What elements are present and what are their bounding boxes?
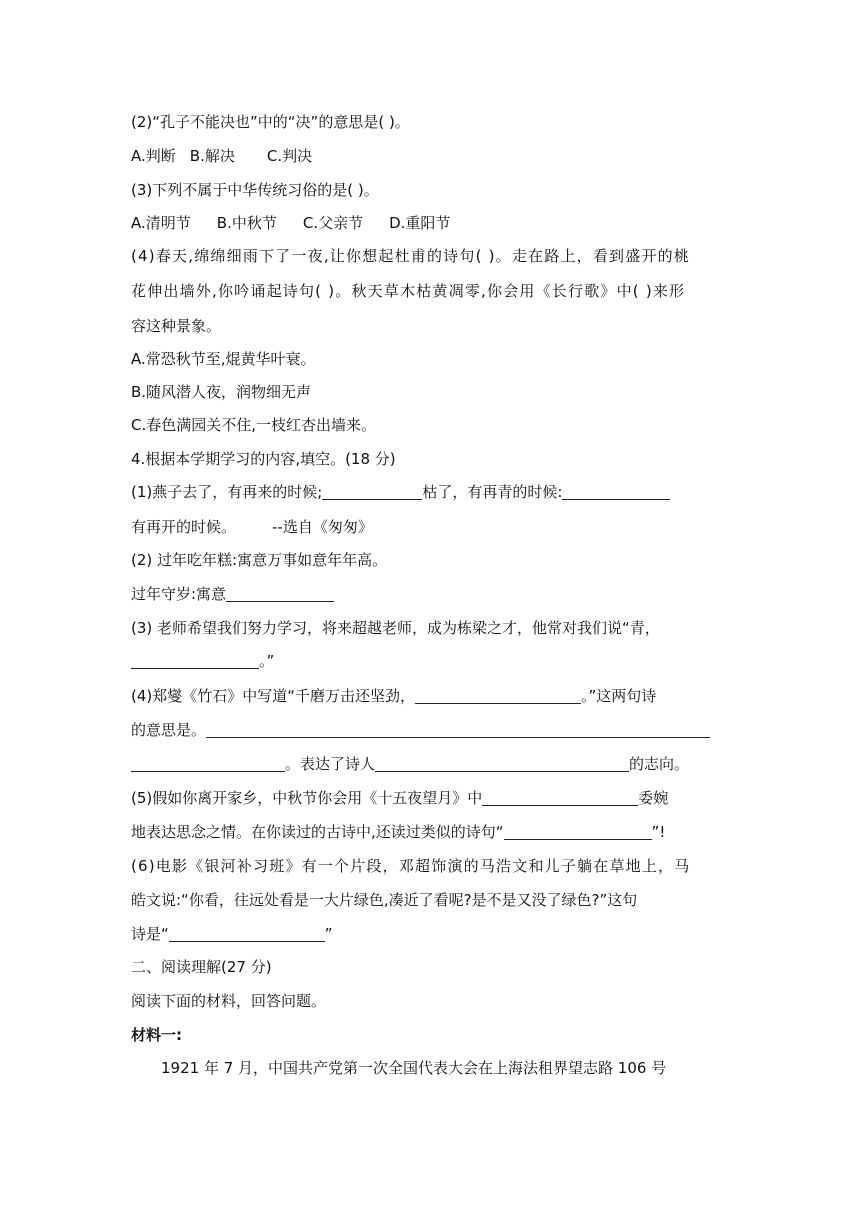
q4-option-b: B.随风潜人夜，润物细无声 xyxy=(131,383,312,401)
fill-4-line-1 xyxy=(131,686,656,706)
fill-1-source: --选自《匆匆》 xyxy=(272,518,373,536)
fill-2-blank[interactable] xyxy=(226,585,334,602)
fill-6-text-a: 诗是“ xyxy=(131,925,169,943)
q4-option-a: A.常恐秋节至,焜黄华叶衰。 xyxy=(131,350,316,368)
fill-4-blank-d[interactable] xyxy=(375,755,629,772)
fill-4-line-2 xyxy=(131,720,710,740)
fill-3-line-1: (3) 老师希望我们努力学习，将来超越老师，成为栋梁之才，他常对我们说“青， xyxy=(131,619,660,637)
fill-4-text-b: 。”这两句诗 xyxy=(581,687,657,705)
fill-1-blank-b[interactable] xyxy=(562,483,670,500)
q3-option-d: D.重阳节 xyxy=(389,214,451,232)
material-line-1: 1921 年 7 月，中国共产党第一次全国代表大会在上海法租界望志路 106 号 xyxy=(161,1059,667,1077)
fill-1-line-1 xyxy=(131,482,670,502)
q2-option-b: B.解决 xyxy=(189,147,235,165)
fill-4-blank-b[interactable] xyxy=(206,721,710,738)
q3-stem: (3)下列不属于中华传统习俗的是( )。 xyxy=(131,181,379,199)
fill-6-line-1: (6)电影《银河补习班》有一个片段，邓超饰演的马浩文和儿子躺在草地上，马 xyxy=(131,857,691,875)
q3-options xyxy=(131,213,450,233)
reading-heading: 二、阅读理解(27 分) xyxy=(131,958,272,976)
fill-4-text-d: 。表达了诗人 xyxy=(285,755,376,773)
fill-5-blank-a[interactable] xyxy=(482,789,638,806)
q3-option-c: C.父亲节 xyxy=(302,214,364,232)
q4-line-3: 容这种景象。 xyxy=(131,317,222,335)
section4-heading: 4.根据本学期学习的内容,填空。(18 分) xyxy=(131,450,396,468)
fill-6-line-2: 皓文说:“你看，往远处看是一大片绿色,凑近了看呢?是不是又没了绿色?”这句 xyxy=(131,891,638,909)
fill-3-blank[interactable] xyxy=(131,652,259,669)
fill-4-blank-a[interactable] xyxy=(415,687,581,704)
fill-6-line-3 xyxy=(131,924,333,944)
q4-line-2: 花伸出墙外,你吟诵起诗句( )。秋天草木枯黄凋零,你会用《长行歌》中( )来形 xyxy=(131,282,686,300)
q4-line-1: (4)春天,绵绵细雨下了一夜,让你想起杜甫的诗句( )。走在路上，看到盛开的桃 xyxy=(131,247,691,265)
fill-5-text-d: ”! xyxy=(651,823,666,841)
fill-2-text: 过年守岁:寓意 xyxy=(131,585,227,603)
fill-5-line-1 xyxy=(131,788,668,808)
q4-option-c: C.春色满园关不住,一枝红杏出墙来。 xyxy=(131,416,377,434)
fill-2-line-2 xyxy=(131,584,334,604)
fill-4-text-e: 的志向。 xyxy=(629,755,690,773)
fill-2-line-1: (2) 过年吃年糕:寓意万事如意年年高。 xyxy=(131,551,388,569)
fill-5-text-a: (5)假如你离开家乡，中秋节你会用《十五夜望月》中 xyxy=(131,789,483,807)
reading-instruction: 阅读下面的材料，回答问题。 xyxy=(131,992,327,1010)
fill-3-line-2 xyxy=(131,651,274,671)
fill-1-text-b: 枯了，有再青的时候: xyxy=(422,483,563,501)
q2-stem: (2)“孔子不能决也”中的“决”的意思是( )。 xyxy=(131,113,410,131)
fill-4-line-3 xyxy=(131,754,689,774)
fill-4-text-a: (4)郑燮《竹石》中写道“千磨万击还坚劲， xyxy=(131,687,416,705)
q3-option-b: B.中秋节 xyxy=(216,214,277,232)
q2-option-a: A.判断 xyxy=(131,147,176,165)
fill-5-blank-b[interactable] xyxy=(504,823,652,840)
fill-1-text-c: 有再开的时候。 xyxy=(131,518,237,536)
q3-option-a: A.清明节 xyxy=(131,214,191,232)
q2-options xyxy=(131,146,312,166)
q2-option-c: C.判决 xyxy=(266,147,313,165)
fill-4-blank-c[interactable] xyxy=(131,755,285,772)
fill-1-blank-a[interactable] xyxy=(322,483,422,500)
fill-1-line-2 xyxy=(131,517,373,537)
material-title: 材料一: xyxy=(131,1026,182,1044)
fill-3-end: 。” xyxy=(259,652,275,670)
fill-6-blank[interactable] xyxy=(169,925,325,942)
fill-5-line-2 xyxy=(131,822,665,842)
fill-1-text-a: (1)燕子去了，有再来的时候; xyxy=(131,483,323,501)
fill-4-text-c: 的意思是。 xyxy=(131,721,207,739)
fill-6-text-b: ” xyxy=(324,925,333,943)
fill-5-text-c: 地表达思念之情。在你读过的古诗中,还读过类似的诗句“ xyxy=(131,823,504,841)
fill-5-text-b: 委婉 xyxy=(638,789,669,807)
